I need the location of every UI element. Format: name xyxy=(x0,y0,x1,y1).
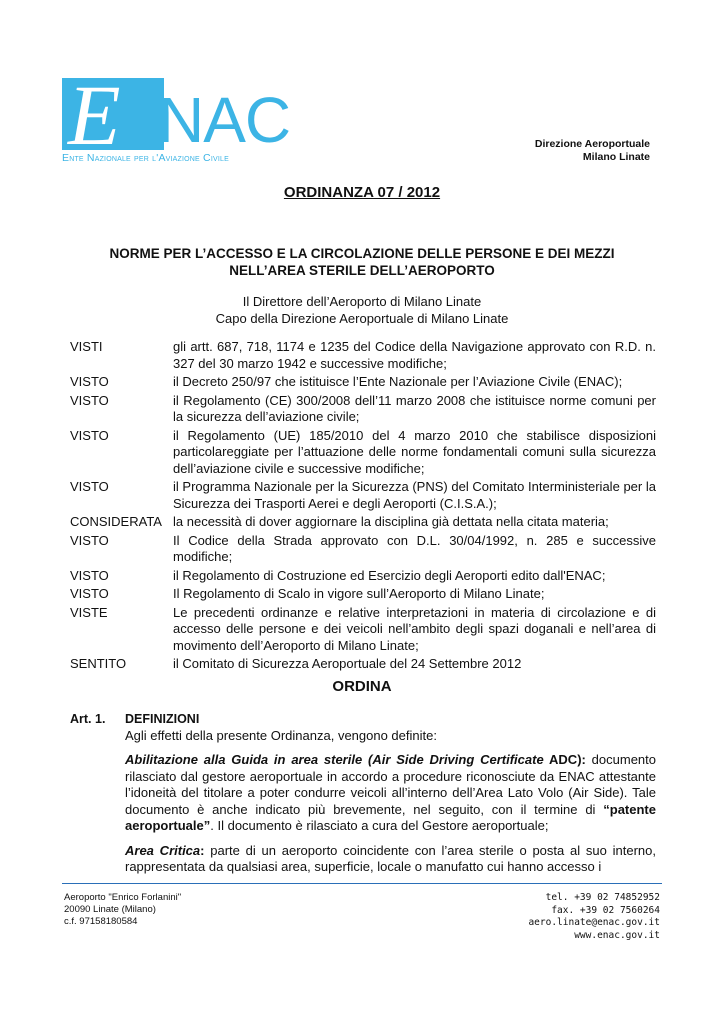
preamble-key: VISTO xyxy=(70,586,109,601)
article-number: Art. 1. xyxy=(70,712,106,726)
definition-adc xyxy=(125,752,656,835)
subtitle-line-1: NORME PER L’ACCESSO E LA CIRCOLAZIONE DELLE PERSONE E DEI MEZZI xyxy=(109,246,615,261)
footer-email: aero.linate@enac.gov.it xyxy=(528,917,660,928)
preamble-row xyxy=(70,428,656,478)
preamble-row xyxy=(70,479,656,512)
preamble-row xyxy=(70,339,656,372)
definition-colon: : xyxy=(200,842,205,858)
preamble-key: VISTO xyxy=(70,374,109,389)
enac-logo xyxy=(62,67,291,168)
preamble-row xyxy=(70,374,656,391)
definition-text: documento rilasciato dal gestore aeroportuale in accordo a procedure riconosciute da ENAC attestante l’idoneità del titolare a poter condurre veicoli all’interno dell’Area Lato Volo (Air Side). Tale documento è anche indicato più brevemente, nel seguito, con il termine di xyxy=(125,752,657,817)
preamble-text: il Decreto 250/97 che istituisce l’Ente Nazionale per l’Aviazione Civile (ENAC); xyxy=(173,374,623,389)
definition-end: . Il documento è rilasciato a cura del Gestore aeroportuale; xyxy=(210,818,549,833)
preamble-row xyxy=(70,533,656,566)
preamble-text: il Regolamento (CE) 300/2008 dell’11 marzo 2008 che istituisce norme comuni per la sicurezza dell’aviazione civile; xyxy=(173,392,656,424)
preamble-text: il Regolamento di Costruzione ed Esercizio degli Aeroporti edito dall'ENAC; xyxy=(173,567,606,583)
preamble-key: SENTITO xyxy=(70,656,127,671)
issuer-line-1: Il Direttore dell’Aeroporto di Milano Linate xyxy=(242,294,482,309)
preamble-row xyxy=(70,586,656,603)
preamble-row xyxy=(70,656,656,673)
direction-line-1: Direzione Aeroportuale xyxy=(534,138,650,150)
preamble-text: il Programma Nazionale per la Sicurezza (PNS) del Comitato Interministeriale per la Sicurezza dei Trasporti Aerei e degli Aeroporti (C.I.S.A.); xyxy=(173,479,656,511)
footer-address-line: 20090 Linate (Milano) xyxy=(64,904,156,915)
document-subtitle xyxy=(70,245,654,279)
preamble-text: il Comitato di Sicurezza Aeroportuale del 24 Settembre 2012 xyxy=(173,656,522,671)
preamble-row xyxy=(70,393,656,426)
preamble-key: CONSIDERATA xyxy=(70,514,162,529)
subtitle-line-2: NELL’AREA STERILE DELL’AEROPORTO xyxy=(229,263,495,278)
issuer-line-2: Capo della Direzione Aeroportuale di Milano Linate xyxy=(215,311,509,326)
preamble-list xyxy=(70,339,656,675)
preamble-text: Il Regolamento di Scalo in vigore sull’Aeroporto di Milano Linate; xyxy=(173,586,545,601)
article-1 xyxy=(70,711,656,884)
logo-e-glyph: E xyxy=(68,67,121,163)
preamble-key: VISTO xyxy=(70,427,109,443)
preamble-key: VISTO xyxy=(70,479,109,494)
footer-address-line: Aeroporto "Enrico Forlanini" xyxy=(64,892,182,903)
preamble-row xyxy=(70,605,656,655)
issuer-block xyxy=(70,293,654,327)
article-intro: Agli effetti della presente Ordinanza, vengono definite: xyxy=(125,727,437,743)
preamble-text: il Regolamento (UE) 185/2010 del 4 marzo 2010 che stabilisce disposizioni particolareggiate per l’attuazione delle norme fondamentali comuni sulla sicurezza dell’aviazione civile e successive modifiche; xyxy=(173,427,656,476)
preamble-key: VISTO xyxy=(70,532,109,548)
definition-text: parte di un aeroporto coincidente con l’area sterile o posta al suo interno, rappresentata da qualsiasi area, superficie, locale o manufatto cui hanno accesso i xyxy=(125,842,656,874)
preamble-text: gli artt. 687, 718, 1174 e 1235 del Codice della Navigazione approvato con R.D. n. 327 del 30 marzo 1942 e successive modifiche; xyxy=(173,339,656,371)
footer-address xyxy=(64,892,181,928)
preamble-row xyxy=(70,514,656,531)
document-title: ORDINANZA 07 / 2012 xyxy=(283,184,441,201)
preamble-key: VISTI xyxy=(70,339,103,354)
article-body xyxy=(125,728,656,876)
definition-term: Area Critica xyxy=(125,842,201,858)
footer-divider xyxy=(62,883,662,884)
preamble-key: VISTO xyxy=(70,567,109,583)
ordina-heading: ORDINA xyxy=(332,678,392,695)
logo-word: NAC xyxy=(158,84,291,156)
logo-tagline: Ente Nazionale per l'Aviazione Civile xyxy=(62,152,229,164)
preamble-text: la necessità di dover aggiornare la disciplina già dettata nella citata materia; xyxy=(173,514,609,529)
footer-phone: tel. +39 02 74852952 xyxy=(545,892,660,903)
footer-contacts xyxy=(528,892,660,942)
preamble-text: Le precedenti ordinanze e relative interpretazioni in materia di circolazione e di accesso delle persone e dei veicoli nell’ambito degli spazi doganali e nell’area di movimento dell’Aeroporto di Milano Linate; xyxy=(173,604,656,653)
preamble-text: Il Codice della Strada approvato con D.L. 30/04/1992, n. 285 e successive modifiche; xyxy=(173,532,656,564)
footer-address-line: c.f. 97158180584 xyxy=(64,916,138,927)
footer-fax: fax. +39 02 7560264 xyxy=(551,904,660,916)
footer-website: www.enac.gov.it xyxy=(574,929,660,941)
article-title: DEFINIZIONI xyxy=(125,712,200,726)
preamble-key: VISTE xyxy=(70,604,108,620)
direction-line-2: Milano Linate xyxy=(582,151,650,163)
direction-header xyxy=(535,138,650,164)
article-heading xyxy=(70,711,656,728)
definition-highlight: “patente aeroportuale” xyxy=(125,801,656,833)
preamble-key: VISTO xyxy=(70,392,109,408)
preamble-row xyxy=(70,568,656,585)
definition-term: Abilitazione alla Guida in area sterile (Air Side Driving Certificate xyxy=(125,752,544,767)
definition-area-critica xyxy=(125,843,656,876)
definition-abbr: ADC): xyxy=(543,752,586,767)
